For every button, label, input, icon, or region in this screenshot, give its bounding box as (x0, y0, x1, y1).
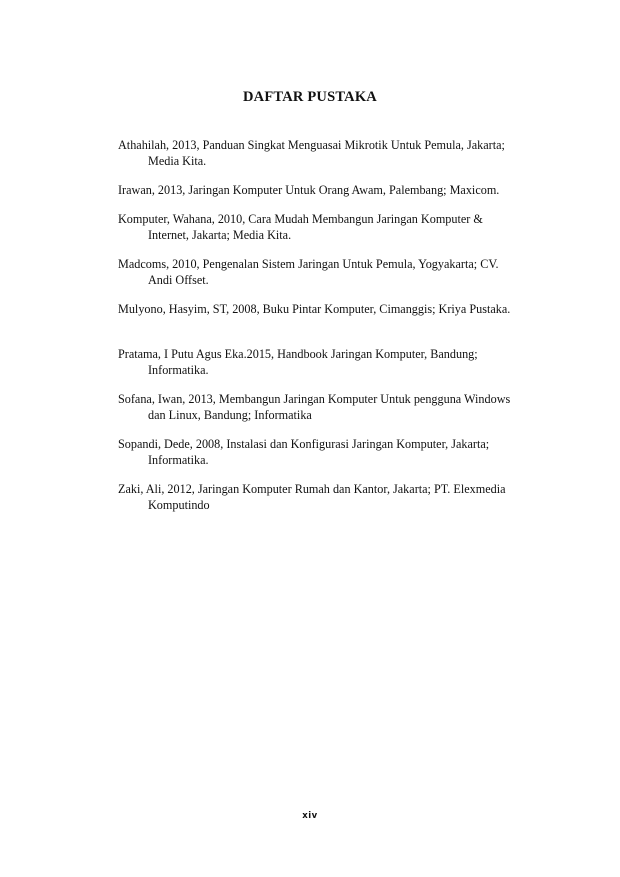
reference-entry: Pratama, I Putu Agus Eka.2015, Handbook Jaringan Komputer, Bandung; Informatika. (118, 347, 478, 377)
reference-entry: Athahilah, 2013, Panduan Singkat Menguasai Mikrotik Untuk Pemula, Jakarta; Media Kita. (118, 138, 505, 168)
reference-entry: Sofana, Iwan, 2013, Membangun Jaringan Komputer Untuk pengguna Windows dan Linux, Bandung; Informatika (118, 392, 511, 422)
reference-entry: Madcoms, 2010, Pengenalan Sistem Jaringan Untuk Pemula, Yogyakarta; CV. Andi Offset. (118, 257, 499, 287)
reference-list (118, 137, 538, 526)
reference-entry: Sopandi, Dede, 2008, Instalasi dan Konfigurasi Jaringan Komputer, Jakarta; Informatika. (118, 437, 490, 467)
page-number: xiv (302, 811, 318, 821)
reference-entry: Zaki, Ali, 2012, Jaringan Komputer Rumah dan Kantor, Jakarta; PT. Elexmedia Komputindo (118, 482, 506, 512)
reference-entry: Irawan, 2013, Jaringan Komputer Untuk Orang Awam, Palembang; Maxicom. (118, 183, 500, 197)
reference-entry: Mulyono, Hasyim, ST, 2008, Buku Pintar Komputer, Cimanggis; Kriya Pustaka. (118, 302, 511, 316)
reference-entry: Komputer, Wahana, 2010, Cara Mudah Membangun Jaringan Komputer & Internet, Jakarta; Media Kita. (118, 212, 483, 242)
page-title: DAFTAR PUSTAKA (243, 89, 377, 105)
